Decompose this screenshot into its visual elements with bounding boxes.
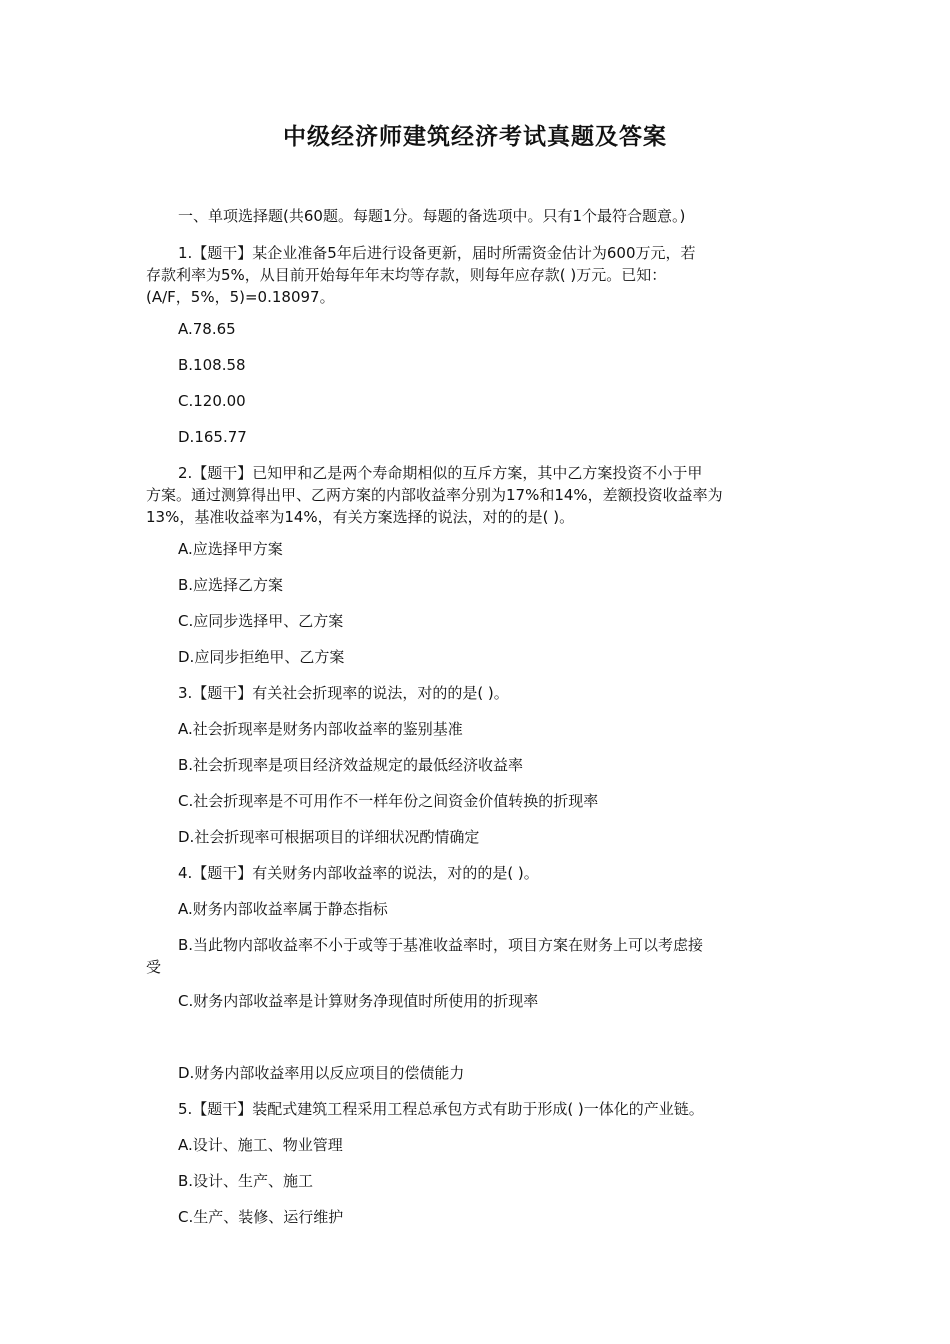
question-4-option-a: A.财务内部收益率属于静态指标	[178, 900, 388, 918]
question-2-stem-line-2: 方案。通过测算得出甲、乙两方案的内部收益率分别为17%和14%，差额投资收益率为	[146, 486, 723, 504]
question-2-option-d: D.应同步拒绝甲、乙方案	[178, 648, 345, 666]
question-2-stem-line-3: 13%，基准收益率为14%，有关方案选择的说法，对的的是( )。	[146, 508, 575, 526]
document-title: 中级经济师建筑经济考试真题及答案	[283, 123, 667, 150]
question-5-option-a: A.设计、施工、物业管理	[178, 1136, 343, 1154]
question-3-option-d: D.社会折现率可根据项目的详细状况酌情确定	[178, 828, 480, 846]
question-2-stem-line-1: 2.【题干】已知甲和乙是两个寿命期相似的互斥方案，其中乙方案投资不小于甲	[178, 464, 703, 482]
question-1-stem-line-2: 存款利率为5%，从目前开始每年年末均等存款，则每年应存款( )万元。已知：	[146, 266, 667, 284]
question-2-option-a: A.应选择甲方案	[178, 540, 283, 558]
question-4-option-d: D.财务内部收益率用以反应项目的偿债能力	[178, 1064, 465, 1082]
question-3-option-b: B.社会折现率是项目经济效益规定的最低经济收益率	[178, 756, 524, 774]
question-4-stem: 4.【题干】有关财务内部收益率的说法，对的的是( )。	[178, 864, 539, 882]
question-4-option-b-continued: 受	[146, 958, 162, 976]
question-2-option-c: C.应同步选择甲、乙方案	[178, 612, 344, 630]
question-1-option-b: B.108.58	[178, 356, 246, 374]
section-heading: 一、单项选择题(共60题。每题1分。每题的备选项中。只有1个最符合题意。)	[178, 207, 686, 225]
question-1-stem-line-1: 1.【题干】某企业准备5年后进行设备更新，届时所需资金估计为600万元，若	[178, 244, 696, 262]
question-5-stem: 5.【题干】装配式建筑工程采用工程总承包方式有助于形成( )一体化的产业链。	[178, 1100, 704, 1118]
question-3-option-c: C.社会折现率是不可用作不一样年份之间资金价值转换的折现率	[178, 792, 599, 810]
question-4-option-b: B.当此物内部收益率不小于或等于基准收益率时，项目方案在财务上可以考虑接	[178, 936, 704, 954]
question-5-option-b: B.设计、生产、施工	[178, 1172, 314, 1190]
question-1-stem-line-3: (A/F，5%，5)=0.18097。	[146, 288, 335, 306]
question-2-option-b: B.应选择乙方案	[178, 576, 284, 594]
question-1-option-d: D.165.77	[178, 428, 247, 446]
question-4-option-c: C.财务内部收益率是计算财务净现值时所使用的折现率	[178, 992, 539, 1010]
question-1-option-a: A.78.65	[178, 320, 236, 338]
question-3-option-a: A.社会折现率是财务内部收益率的鉴别基准	[178, 720, 463, 738]
question-1-option-c: C.120.00	[178, 392, 246, 410]
question-3-stem: 3.【题干】有关社会折现率的说法，对的的是( )。	[178, 684, 509, 702]
question-5-option-c: C.生产、装修、运行维护	[178, 1208, 344, 1226]
